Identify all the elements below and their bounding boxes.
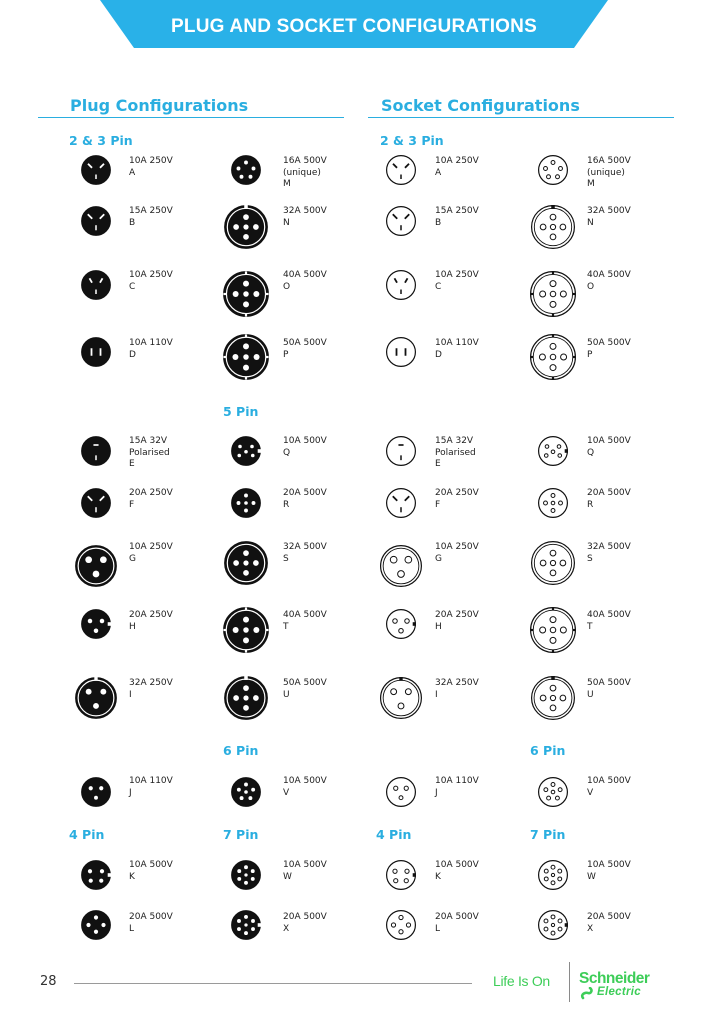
plug-group-label-2-3-pin: 2 & 3 Pin <box>69 133 133 148</box>
configuration-letter: R <box>283 499 290 510</box>
configuration-rating: (unique) <box>283 167 321 178</box>
plug-configuration-d-spec <box>129 338 173 361</box>
plug-configuration-q-icon <box>228 433 264 469</box>
configuration-letter: N <box>587 217 594 228</box>
plug-configuration-t-icon <box>220 604 272 656</box>
configuration-rating: 10A 500V <box>283 860 327 870</box>
configuration-letter: K <box>435 871 441 882</box>
plug-configuration-x-icon <box>228 907 264 943</box>
configuration-letter: T <box>587 621 593 632</box>
configuration-rating: 40A 500V <box>587 610 631 620</box>
plug-configuration-p-spec <box>283 338 327 361</box>
configuration-rating: 15A 250V <box>129 206 173 216</box>
configuration-rating: 20A 500V <box>283 488 327 498</box>
configuration-rating: 10A 500V <box>587 776 631 786</box>
socket-configuration-l-icon <box>383 907 419 943</box>
configuration-rating: 10A 250V <box>129 270 173 280</box>
socket-configuration-v-spec <box>587 776 631 799</box>
configuration-letter: L <box>129 923 135 934</box>
configuration-rating: 10A 110V <box>435 338 479 348</box>
plug-configuration-b-spec <box>129 206 173 229</box>
socket-configuration-s-icon <box>528 538 578 588</box>
plug-configuration-o-icon <box>220 268 272 320</box>
plug-configuration-w-spec <box>283 860 327 883</box>
configuration-rating: 20A 250V <box>129 488 173 498</box>
configuration-rating: 10A 110V <box>129 776 173 786</box>
socket-section-title: Socket Configurations <box>381 96 580 115</box>
brand-logo-sub: Electric <box>597 986 641 998</box>
socket-configuration-p-icon <box>527 331 579 383</box>
plug-configuration-o-spec <box>283 270 327 293</box>
configuration-rating: 10A 500V <box>283 776 327 786</box>
configuration-letter: I <box>129 689 132 700</box>
brand-logo-name: Schneider <box>579 970 650 987</box>
plug-configuration-k-icon <box>78 857 114 893</box>
header-banner <box>100 0 608 48</box>
plug-group-label-6-pin: 6 Pin <box>223 743 259 758</box>
plug-configuration-k-spec <box>129 860 173 883</box>
plug-configuration-e-spec <box>129 436 170 471</box>
configuration-rating: 10A 110V <box>435 776 479 786</box>
plug-configuration-m-icon <box>228 152 264 188</box>
socket-section-rule <box>368 117 674 118</box>
configuration-letter: Q <box>283 447 291 458</box>
socket-configuration-t-spec <box>587 610 631 633</box>
socket-configuration-f-spec <box>435 488 479 511</box>
socket-configuration-k-spec <box>435 860 479 883</box>
socket-configuration-m-icon <box>535 152 571 188</box>
plug-configuration-c-spec <box>129 270 173 293</box>
configuration-letter: Q <box>587 447 595 458</box>
socket-configuration-j-icon <box>383 774 419 810</box>
configuration-letter: D <box>129 349 136 360</box>
configuration-letter: I <box>435 689 438 700</box>
plug-configuration-n-icon <box>221 202 271 252</box>
socket-configuration-w-icon <box>535 857 571 893</box>
brand-divider <box>569 962 570 1002</box>
socket-configuration-x-icon <box>535 907 571 943</box>
plug-configuration-j-icon <box>78 774 114 810</box>
socket-configuration-h-icon <box>383 606 419 642</box>
plug-configuration-h-spec <box>129 610 173 633</box>
configuration-letter: N <box>283 217 290 228</box>
plug-section-rule <box>38 117 344 118</box>
socket-configuration-a-icon <box>383 152 419 188</box>
configuration-letter: M <box>283 179 291 189</box>
configuration-letter: C <box>435 281 442 292</box>
configuration-rating: 40A 500V <box>283 610 327 620</box>
plug-configuration-t-spec <box>283 610 327 633</box>
configuration-rating: 32A 500V <box>283 206 327 216</box>
configuration-rating: 15A 32V <box>435 436 474 446</box>
configuration-letter: T <box>283 621 289 632</box>
socket-configuration-h-spec <box>435 610 479 633</box>
socket-configuration-l-spec <box>435 912 479 935</box>
configuration-letter: E <box>435 459 441 469</box>
plug-configuration-d-icon <box>78 334 114 370</box>
socket-configuration-b-spec <box>435 206 479 229</box>
socket-configuration-e-spec <box>435 436 476 471</box>
configuration-rating: 10A 110V <box>129 338 173 348</box>
plug-configuration-j-spec <box>129 776 173 799</box>
configuration-rating: 10A 250V <box>129 542 173 552</box>
plug-configuration-s-spec <box>283 542 327 565</box>
configuration-letter: X <box>283 923 290 934</box>
configuration-letter: R <box>587 499 594 510</box>
configuration-letter: H <box>435 621 442 632</box>
socket-configuration-u-icon <box>528 673 578 723</box>
configuration-letter: F <box>435 499 441 510</box>
plug-configuration-v-spec <box>283 776 327 799</box>
configuration-letter: U <box>283 689 290 700</box>
configuration-rating: 10A 500V <box>129 860 173 870</box>
plug-configuration-f-icon <box>78 485 114 521</box>
footer-rule <box>74 983 472 984</box>
schneider-logo-icon <box>580 987 594 1000</box>
configuration-letter: P <box>283 349 289 360</box>
socket-configuration-i-spec <box>435 678 479 701</box>
socket-configuration-g-icon <box>377 542 425 590</box>
plug-section-title: Plug Configurations <box>70 96 249 115</box>
plug-configuration-c-icon <box>78 267 114 303</box>
configuration-rating: 10A 250V <box>435 542 479 552</box>
plug-configuration-g-spec <box>129 542 173 565</box>
configuration-rating: 40A 500V <box>587 270 631 280</box>
configuration-letter: U <box>587 689 594 700</box>
configuration-letter: E <box>129 459 135 469</box>
plug-configuration-b-icon <box>78 203 114 239</box>
configuration-rating: (unique) <box>587 167 625 178</box>
configuration-rating: 32A 500V <box>587 206 631 216</box>
configuration-letter: C <box>129 281 136 292</box>
configuration-rating: Polarised <box>129 447 170 458</box>
configuration-letter: W <box>587 871 596 882</box>
configuration-rating: 32A 500V <box>283 542 327 552</box>
configuration-letter: P <box>587 349 593 360</box>
socket-configuration-c-spec <box>435 270 479 293</box>
configuration-rating: 40A 500V <box>283 270 327 280</box>
configuration-rating: 32A 250V <box>129 678 173 688</box>
plug-configuration-s-icon <box>221 538 271 588</box>
configuration-rating: 15A 32V <box>129 436 168 446</box>
configuration-rating: 50A 500V <box>587 338 631 348</box>
socket-configuration-e-icon <box>383 433 419 469</box>
socket-configuration-n-icon <box>528 202 578 252</box>
plug-configuration-g-icon <box>72 542 120 590</box>
socket-configuration-k-icon <box>383 857 419 893</box>
configuration-rating: 50A 500V <box>283 678 327 688</box>
plug-configuration-u-spec <box>283 678 327 701</box>
socket-configuration-d-spec <box>435 338 479 361</box>
configuration-letter: B <box>435 217 442 228</box>
configuration-letter: M <box>587 179 595 189</box>
configuration-rating: 20A 500V <box>129 912 173 922</box>
configuration-rating: 15A 250V <box>435 206 479 216</box>
configuration-rating: 10A 500V <box>587 860 631 870</box>
socket-configuration-q-icon <box>535 433 571 469</box>
socket-configuration-t-icon <box>527 604 579 656</box>
configuration-rating: 50A 500V <box>587 678 631 688</box>
socket-group-label-2-3-pin: 2 & 3 Pin <box>380 133 444 148</box>
socket-configuration-a-spec <box>435 156 479 179</box>
socket-group-label-4-pin: 4 Pin <box>376 827 412 842</box>
socket-configuration-j-spec <box>435 776 479 799</box>
socket-configuration-n-spec <box>587 206 631 229</box>
configuration-letter: F <box>129 499 135 510</box>
configuration-letter: L <box>435 923 441 934</box>
configuration-letter: V <box>283 787 290 798</box>
socket-configuration-g-spec <box>435 542 479 565</box>
configuration-rating: 20A 500V <box>587 912 631 922</box>
configuration-rating: 10A 250V <box>435 270 479 280</box>
plug-configuration-n-spec <box>283 206 327 229</box>
plug-group-label-4-pin: 4 Pin <box>69 827 105 842</box>
plug-configuration-a-spec <box>129 156 173 179</box>
configuration-rating: 20A 500V <box>435 912 479 922</box>
configuration-rating: 20A 250V <box>435 488 479 498</box>
configuration-letter: B <box>129 217 136 228</box>
configuration-letter: D <box>435 349 442 360</box>
page-number: 28 <box>40 974 57 989</box>
plug-configuration-e-icon <box>78 433 114 469</box>
socket-configuration-d-icon <box>383 334 419 370</box>
plug-configuration-r-spec <box>283 488 327 511</box>
plug-configuration-f-spec <box>129 488 173 511</box>
plug-configuration-l-spec <box>129 912 173 935</box>
socket-configuration-x-spec <box>587 912 631 935</box>
page-title: PLUG AND SOCKET CONFIGURATIONS <box>171 16 537 37</box>
plug-group-label-7-pin: 7 Pin <box>223 827 259 842</box>
socket-configuration-v-icon <box>535 774 571 810</box>
socket-configuration-r-icon <box>535 485 571 521</box>
socket-configuration-b-icon <box>383 203 419 239</box>
configuration-letter: S <box>283 553 289 564</box>
socket-configuration-q-spec <box>587 436 631 459</box>
configuration-rating: 10A 250V <box>435 156 479 166</box>
plug-configuration-l-icon <box>78 907 114 943</box>
plug-configuration-w-icon <box>228 857 264 893</box>
configuration-letter: H <box>129 621 136 632</box>
plug-configuration-r-icon <box>228 485 264 521</box>
plug-configuration-p-icon <box>220 331 272 383</box>
configuration-rating: 10A 500V <box>587 436 631 446</box>
plug-configuration-x-spec <box>283 912 327 935</box>
configuration-rating: 20A 250V <box>129 610 173 620</box>
socket-configuration-m-spec <box>587 156 631 191</box>
configuration-letter: V <box>587 787 594 798</box>
configuration-rating: 50A 500V <box>283 338 327 348</box>
configuration-letter: G <box>435 553 442 564</box>
configuration-letter: O <box>283 281 291 292</box>
configuration-letter: W <box>283 871 292 882</box>
plug-configuration-m-spec <box>283 156 327 191</box>
plug-configuration-i-icon <box>72 674 120 722</box>
configuration-rating: 20A 250V <box>435 610 479 620</box>
configuration-letter: K <box>129 871 135 882</box>
plug-configuration-v-icon <box>228 774 264 810</box>
configuration-rating: 32A 500V <box>587 542 631 552</box>
plug-configuration-q-spec <box>283 436 327 459</box>
configuration-rating: 10A 250V <box>129 156 173 166</box>
socket-group-label-7-pin: 7 Pin <box>530 827 566 842</box>
configuration-letter: J <box>129 787 132 798</box>
configuration-rating: 20A 500V <box>587 488 631 498</box>
plug-configuration-u-icon <box>221 673 271 723</box>
plug-configuration-h-icon <box>78 606 114 642</box>
plug-configuration-i-spec <box>129 678 173 701</box>
socket-configuration-s-spec <box>587 542 631 565</box>
configuration-letter: O <box>587 281 595 292</box>
life-is-on-tagline: Life Is On <box>493 973 550 989</box>
configuration-letter: A <box>129 167 136 178</box>
socket-configuration-r-spec <box>587 488 631 511</box>
socket-group-label-6-pin: 6 Pin <box>530 743 566 758</box>
plug-group-label-5-pin: 5 Pin <box>223 404 259 419</box>
configuration-rating: 32A 250V <box>435 678 479 688</box>
configuration-rating: 16A 500V <box>283 156 327 166</box>
socket-configuration-o-spec <box>587 270 631 293</box>
socket-configuration-i-icon <box>377 674 425 722</box>
plug-configuration-a-icon <box>78 152 114 188</box>
configuration-letter: J <box>435 787 438 798</box>
socket-configuration-w-spec <box>587 860 631 883</box>
configuration-rating: 10A 500V <box>283 436 327 446</box>
configuration-letter: X <box>587 923 594 934</box>
socket-configuration-u-spec <box>587 678 631 701</box>
configuration-letter: G <box>129 553 136 564</box>
socket-configuration-o-icon <box>527 268 579 320</box>
configuration-rating: Polarised <box>435 447 476 458</box>
configuration-letter: A <box>435 167 442 178</box>
socket-configuration-c-icon <box>383 267 419 303</box>
socket-configuration-f-icon <box>383 485 419 521</box>
configuration-rating: 20A 500V <box>283 912 327 922</box>
configuration-letter: S <box>587 553 593 564</box>
configuration-rating: 16A 500V <box>587 156 631 166</box>
socket-configuration-p-spec <box>587 338 631 361</box>
configuration-rating: 10A 500V <box>435 860 479 870</box>
